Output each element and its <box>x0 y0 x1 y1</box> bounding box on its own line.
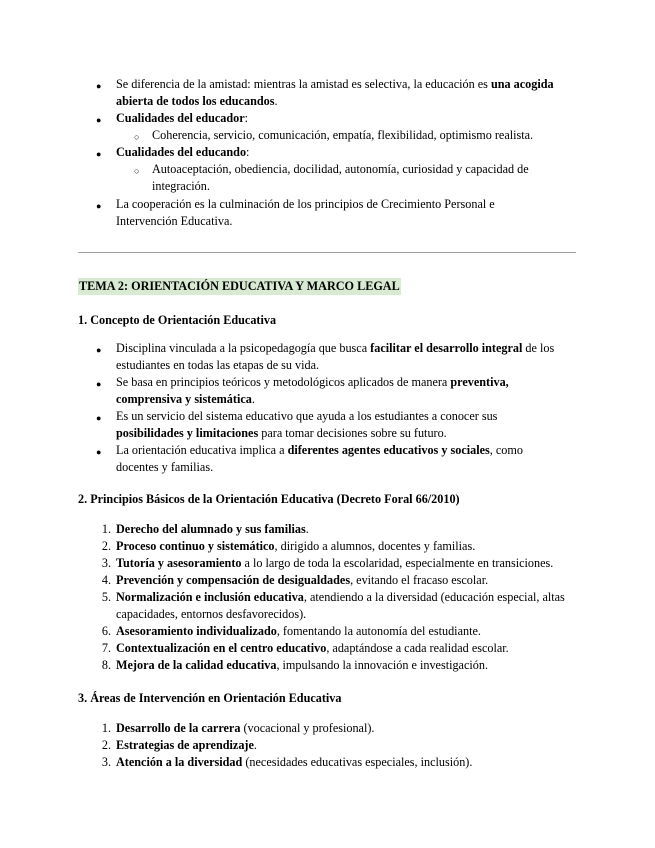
list-number: 7. <box>101 641 111 655</box>
bullet-marker: ● <box>96 447 102 457</box>
item-text-end: , dirigido a alumnos, docentes y familias. <box>274 539 476 553</box>
list-item <box>116 196 536 230</box>
list-item <box>116 408 546 442</box>
sub-bullet-marker: ○ <box>134 166 140 176</box>
item-bold-text: posibilidades y limitaciones <box>116 426 259 440</box>
list-item <box>116 144 578 161</box>
sub-list-item: Autoaceptación, obediencia, docilidad, autonomía, curiosidad y capacidad de integración. <box>152 162 529 193</box>
bullet-marker: ● <box>96 379 102 389</box>
item-bold-text: Asesoramiento individualizado <box>116 624 277 638</box>
list-item <box>116 555 586 572</box>
section-heading: 2. Principios Básicos de la Orientación Educativa (Decreto Foral 66/2010) <box>78 492 460 506</box>
list-item <box>116 754 578 771</box>
item-bold-text: Estrategias de aprendizaje <box>116 738 254 752</box>
item-text-end: (vocacional y profesional). <box>240 721 375 735</box>
list-item <box>116 374 546 408</box>
item-text-end: , fomentando la autonomía del estudiante. <box>276 624 481 638</box>
item-text-end: , adaptándose a cada realidad escolar. <box>326 641 509 655</box>
bullet-marker: ● <box>96 81 102 91</box>
item-bold-text: Mejora de la calidad educativa <box>116 658 277 672</box>
item-bold-text: Derecho del alumnado y sus familias <box>116 522 306 536</box>
list-number: 6. <box>101 624 111 638</box>
list-number: 2. <box>101 738 111 752</box>
item-bold-text: Desarrollo de la carrera <box>116 721 241 735</box>
item-text-end: para tomar decisiones sobre su futuro. <box>258 426 447 440</box>
item-text-end: : <box>246 145 250 159</box>
item-bold-text: Prevención y compensación de desigualdades <box>116 573 351 587</box>
item-text-end: , evitando el fracaso escolar. <box>350 573 489 587</box>
bullet-marker: ● <box>96 345 102 355</box>
item-text-end: . <box>253 738 257 752</box>
item-text-end: , como docentes y familias. <box>116 443 523 474</box>
item-bold-text: facilitar el desarrollo integral <box>370 341 523 355</box>
bullet-marker: ● <box>96 149 102 159</box>
horizontal-rule <box>78 252 576 253</box>
bullet-marker: ● <box>96 413 102 423</box>
tema-title: TEMA 2: ORIENTACIÓN EDUCATIVA Y MARCO LEGAL <box>79 279 400 293</box>
list-number: 4. <box>101 573 111 587</box>
item-bold-text: una acogida abierta de todos los educandos <box>116 77 554 108</box>
item-text-end: . <box>305 522 309 536</box>
item-text: Se basa en principios teóricos y metodológicos aplicados de manera <box>116 375 451 389</box>
list-number: 2. <box>101 539 111 553</box>
item-text-end: : <box>244 111 249 125</box>
list-item <box>116 521 578 538</box>
list-item <box>116 572 578 589</box>
list-item <box>116 589 571 623</box>
list-item <box>116 657 578 674</box>
bullet-marker: ● <box>96 201 102 211</box>
item-bold-text: Contextualización en el centro educativo <box>116 641 327 655</box>
list-item <box>116 340 578 374</box>
item-text: Se diferencia de la amistad: mientras la amistad es selectiva, la educación es <box>116 77 491 91</box>
item-text: La cooperación es la culminación de los principios de Crecimiento Personal e Intervención Educativa. <box>116 197 495 228</box>
section-heading: 3. Áreas de Intervención en Orientación Educativa <box>78 691 342 705</box>
sub-list-item: Coherencia, servicio, comunicación, empatía, flexibilidad, optimismo realista. <box>152 128 534 142</box>
list-number: 3. <box>101 755 111 769</box>
list-item <box>116 720 578 737</box>
item-text: Disciplina vinculada a la psicopedagogía que busca <box>116 341 371 355</box>
list-item <box>116 737 578 754</box>
list-number: 8. <box>101 658 111 672</box>
item-text-end: de los estudiantes en todas las etapas de su vida. <box>116 341 555 372</box>
item-text-end: . <box>274 94 278 108</box>
item-text-end: , impulsando la innovación e investigación. <box>276 658 488 672</box>
sub-bullet-marker: ○ <box>134 132 140 142</box>
list-item <box>116 640 578 657</box>
list-item <box>116 76 578 110</box>
item-text: La orientación educativa implica a <box>116 443 288 457</box>
item-text-end: a lo largo de toda la escolaridad, especialmente en transiciones. <box>241 556 554 570</box>
item-bold-text: preventiva, comprensiva y sistemática <box>116 375 509 406</box>
item-bold-text: Tutoría y asesoramiento <box>116 556 242 570</box>
list-number: 5. <box>101 590 111 604</box>
section-heading: 1. Concepto de Orientación Educativa <box>78 313 277 327</box>
item-bold-text: Normalización e inclusión educativa <box>116 590 304 604</box>
item-text-end: (necesidades educativas especiales, inclusión). <box>242 755 473 769</box>
list-item <box>116 623 578 640</box>
item-bold-text: Cualidades del educador <box>116 111 245 125</box>
list-number: 1. <box>101 522 111 536</box>
item-text-end: . <box>251 392 255 406</box>
item-bold-text: Proceso continuo y sistemático <box>116 539 275 553</box>
list-number: 1. <box>101 721 111 735</box>
item-bold-text: diferentes agentes educativos y sociales <box>287 443 490 457</box>
item-text-end: , atendiendo a la diversidad (educación especial, altas capacidades, entornos desfavorecidos). <box>116 590 565 621</box>
list-item <box>116 538 578 555</box>
list-item <box>116 110 578 127</box>
list-item <box>116 442 556 476</box>
item-bold-text: Cualidades del educando <box>116 145 247 159</box>
bullet-marker: ● <box>96 115 102 125</box>
item-bold-text: Atención a la diversidad <box>116 755 243 769</box>
list-number: 3. <box>101 556 111 570</box>
item-text: Es un servicio del sistema educativo que ayuda a los estudiantes a conocer sus <box>116 409 498 423</box>
